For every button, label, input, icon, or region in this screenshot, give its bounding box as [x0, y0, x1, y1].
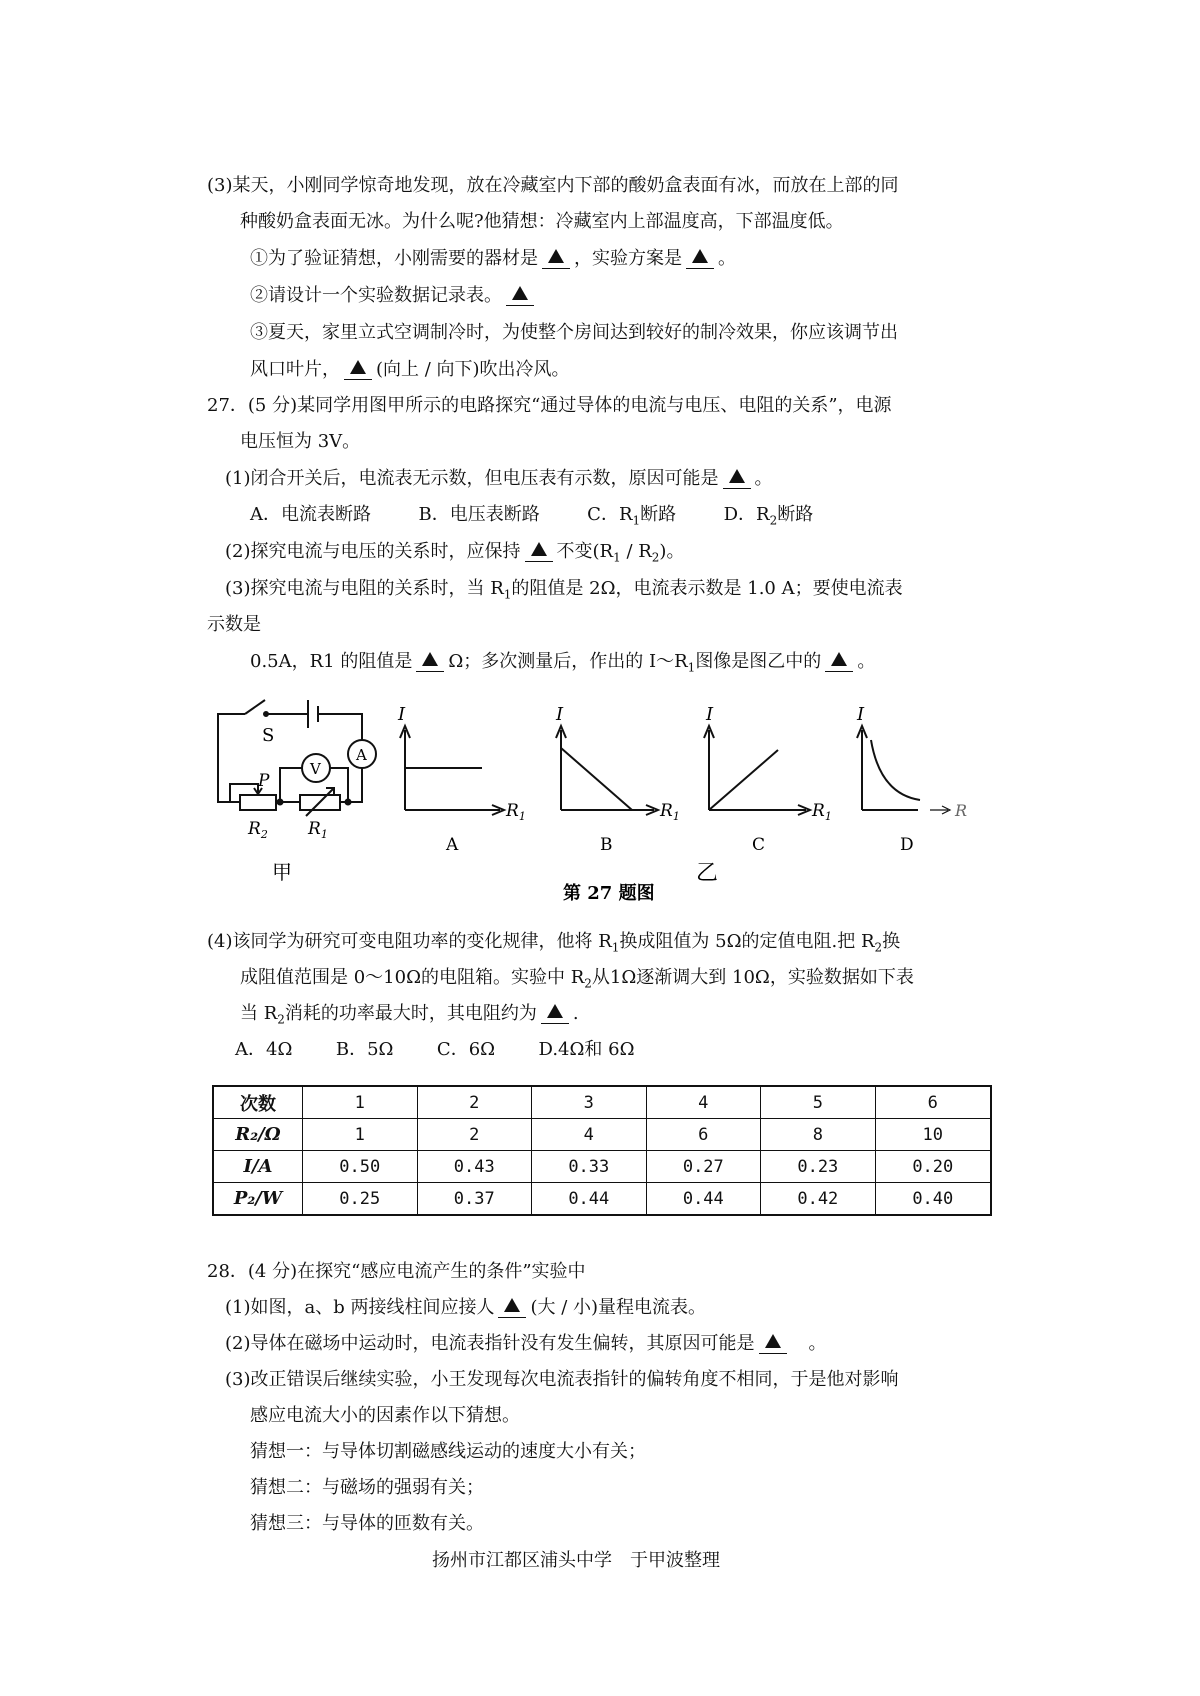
- q27-p3-line2: 示数是: [207, 614, 261, 635]
- q27-line2: 电压恒为 3V。: [240, 431, 361, 452]
- table-cell: 10: [875, 1119, 991, 1151]
- table-cell: 0.33: [532, 1151, 647, 1183]
- option-d: D.4Ω和 6Ω: [538, 1039, 635, 1060]
- q26-s2-text: ②请设计一个实验数据记录表。: [250, 285, 502, 306]
- q27-p1: [225, 467, 773, 491]
- ammeter-label: A: [356, 746, 367, 764]
- triangle-marker-icon: [531, 542, 547, 556]
- axis-i-label: I: [857, 704, 865, 725]
- table-cell: 2: [417, 1086, 532, 1119]
- table-cell: 4: [532, 1119, 647, 1151]
- answer-blank[interactable]: [723, 469, 751, 489]
- q28-guess-2: 猜想二：与磁场的强弱有关；: [250, 1477, 484, 1498]
- q26-s2: [250, 284, 538, 308]
- table-cell: 0.27: [646, 1151, 761, 1183]
- q26-s3-text-a: 风口叶片，: [250, 359, 340, 380]
- graph-d-label: D: [900, 835, 914, 855]
- triangle-marker-icon: [729, 469, 745, 483]
- q27-options: [250, 503, 813, 533]
- figure-yi-label: 乙: [696, 861, 719, 886]
- q26-s3-text-b: (向上 / 向下)吹出冷风。: [376, 359, 570, 380]
- figure-27: [0, 690, 1200, 930]
- table-cell: 0.42: [761, 1183, 876, 1216]
- q27-p4-line2: 成阻值范围是 0～10Ω的电阻箱。实验中 $R_2$从1Ω逐渐调大到 10Ω，实验数据如下表: [240, 967, 914, 991]
- triangle-marker-icon: [350, 360, 366, 374]
- table-row: [213, 1086, 991, 1119]
- table-cell: 0.25: [303, 1183, 418, 1216]
- q26-s1-text-a: ①为了验证猜想，小刚需要的器材是: [250, 248, 538, 269]
- table-cell: 8: [761, 1119, 876, 1151]
- answer-blank[interactable]: [506, 286, 534, 306]
- triangle-marker-icon: [831, 652, 847, 666]
- table-row: [213, 1119, 991, 1151]
- figure-caption: 第 27 题图: [563, 883, 655, 904]
- q28-p3-line1: (3)改正错误后继续实验，小王发现每次电流表指针的偏转角度不相同，于是他对影响: [225, 1369, 899, 1390]
- q27-p2-text: (2)探究电流与电压的关系时，应保持: [225, 541, 521, 562]
- option-b: B．电压表断路: [418, 504, 540, 525]
- q27-p4-options: [235, 1038, 635, 1062]
- q27-p4-line1: (4)该同学为研究可变电阻功率的变化规律，他将 $R_1$换成阻值为 5Ω的定值电阻.把 $R_2$换: [207, 931, 901, 955]
- option-d: D．$R_2$断路: [723, 504, 814, 528]
- circuit-diagram: [218, 700, 376, 816]
- triangle-marker-icon: [504, 1298, 520, 1312]
- switch-label: S: [262, 725, 275, 746]
- slider-label: P: [258, 771, 270, 791]
- q27-p2: (2)探究电流与电压的关系时，应保持 不变$(R_1 / R_2)$。: [225, 541, 685, 565]
- triangle-marker-icon: [765, 1334, 781, 1348]
- answer-blank[interactable]: [686, 249, 714, 269]
- graph-a: [400, 726, 504, 815]
- triangle-marker-icon: [692, 249, 708, 263]
- q28-line1: 28．(4 分)在探究“感应电流产生的条件”实验中: [207, 1261, 586, 1282]
- triangle-marker-icon: [422, 652, 438, 666]
- r2-label: $R_2$: [248, 819, 268, 841]
- table-row-header: P₂/W: [213, 1183, 303, 1216]
- table-cell: 0.50: [303, 1151, 418, 1183]
- table-cell: 0.20: [875, 1151, 991, 1183]
- figure-jia-label: 甲: [272, 860, 292, 884]
- graph-b-label: B: [600, 835, 613, 855]
- answer-blank[interactable]: [344, 360, 372, 380]
- table-row: [213, 1183, 991, 1216]
- graph-d-curve: [871, 740, 920, 800]
- axis-r-label: R: [955, 801, 968, 820]
- graph-c-label: C: [752, 835, 766, 855]
- slider-wire: [230, 784, 258, 802]
- answer-blank[interactable]: [525, 542, 553, 562]
- table-cell: 5: [761, 1086, 876, 1119]
- table-cell: 1: [303, 1119, 418, 1151]
- answer-blank[interactable]: [498, 1298, 526, 1318]
- answer-blank[interactable]: [416, 652, 444, 672]
- q27-p1-text: (1)闭合开关后，电流表无示数，但电压表有示数，原因可能是: [225, 468, 719, 489]
- axis-r-label: $R_1$: [660, 801, 680, 823]
- table-row-header: I/A: [213, 1151, 303, 1183]
- q28-guess-1: 猜想一：与导体切割磁感线运动的速度大小有关；: [250, 1441, 646, 1462]
- switch-blade: [245, 700, 265, 714]
- table-cell: 0.44: [532, 1183, 647, 1216]
- table-cell: 0.23: [761, 1151, 876, 1183]
- voltmeter-label: V: [310, 760, 321, 778]
- answer-blank[interactable]: [825, 652, 853, 672]
- table-cell: 6: [646, 1119, 761, 1151]
- option-c: C．$R_1$断路: [587, 504, 677, 528]
- axis-r-label: $R_1$: [812, 801, 832, 823]
- q26-s3-line2: [250, 358, 570, 382]
- graph-c-curve: [709, 750, 778, 810]
- answer-blank[interactable]: [541, 1004, 569, 1024]
- q27-p3-line3: 0.5A，R1 的阻值是 Ω；多次测量后，作出的 $I\sim R_1$图像是图乙中的 。: [250, 651, 876, 675]
- q27-p1-end: 。: [754, 468, 773, 489]
- q27-line1: 27．(5 分)某同学用图甲所示的电路探究“通过导体的电流与电压、电阻的关系”，电源: [207, 395, 892, 416]
- graph-d: [857, 726, 950, 814]
- q26-s1-text-c: 。: [718, 248, 736, 269]
- triangle-marker-icon: [548, 249, 564, 263]
- table-cell: 3: [532, 1086, 647, 1119]
- q28-p2: (2)导体在磁场中运动时，电流表指针没有发生偏转，其原因可能是 。: [225, 1333, 827, 1354]
- table-cell: 0.43: [417, 1151, 532, 1183]
- q28-p1: (1)如图，a、b 两接线柱间应接人 (大 / 小)量程电流表。: [225, 1297, 707, 1318]
- axis-i-label: I: [556, 704, 564, 725]
- option-a: A．4Ω: [235, 1039, 293, 1060]
- triangle-marker-icon: [547, 1004, 563, 1018]
- r1-arrow: [306, 788, 334, 816]
- graph-b: [556, 726, 658, 815]
- axis-i-label: I: [706, 704, 714, 725]
- table-cell: 0.44: [646, 1183, 761, 1216]
- option-b: B．5Ω: [335, 1039, 394, 1060]
- q26-p3-line1: (3)某天，小刚同学惊奇地发现，放在冷藏室内下部的酸奶盒表面有冰，而放在上部的同: [207, 175, 899, 196]
- q26-s1: [250, 247, 736, 271]
- q28-guess-3: 猜想三：与导体的匝数有关。: [250, 1513, 484, 1534]
- answer-blank[interactable]: [542, 249, 570, 269]
- triangle-marker-icon: [512, 286, 528, 300]
- q26-p3-line2: 种酸奶盒表面无冰。为什么呢?他猜想：冷藏室内上部温度高，下部温度低。: [240, 211, 844, 232]
- answer-blank[interactable]: [759, 1334, 787, 1354]
- table-row-header: R₂/Ω: [213, 1119, 303, 1151]
- r1-label: $R_1$: [308, 819, 328, 841]
- table-cell: 0.37: [417, 1183, 532, 1216]
- q26-s3-line1: ③夏天，家里立式空调制冷时，为使整个房间达到较好的制冷效果，你应该调节出: [250, 322, 898, 343]
- graph-b-curve: [561, 748, 632, 810]
- table-cell: 0.40: [875, 1183, 991, 1216]
- table-cell: 4: [646, 1086, 761, 1119]
- q27-p3-line1: (3)探究电流与电阻的关系时，当 $R_1$的阻值是 2Ω，电流表示数是 1.0 A；要使电流表: [225, 578, 903, 602]
- q28-p3-line2: 感应电流大小的因素作以下猜想。: [250, 1405, 520, 1426]
- option-a: A．电流表断路: [250, 504, 371, 525]
- table-row-header: 次数: [213, 1086, 303, 1119]
- axis-r-label: $R_1$: [506, 801, 526, 823]
- resistor-r2: [240, 795, 276, 810]
- q26-s1-text-b: ，实验方案是: [574, 248, 682, 269]
- table-cell: 2: [417, 1119, 532, 1151]
- table-row: [213, 1151, 991, 1183]
- option-c: C．6Ω: [436, 1039, 496, 1060]
- table-cell: 1: [303, 1086, 418, 1119]
- axis-i-label: I: [398, 704, 406, 725]
- q27-p4-line3: 当 $R_2$消耗的功率最大时，其电阻约为 .: [240, 1003, 579, 1027]
- table-cell: 6: [875, 1086, 991, 1119]
- page-footer: 扬州市江都区浦头中学 于甲波整理: [432, 1550, 720, 1571]
- data-table: [212, 1085, 992, 1216]
- graph-c: [704, 726, 810, 815]
- wire-left: [218, 714, 245, 802]
- graph-a-label: A: [446, 835, 459, 855]
